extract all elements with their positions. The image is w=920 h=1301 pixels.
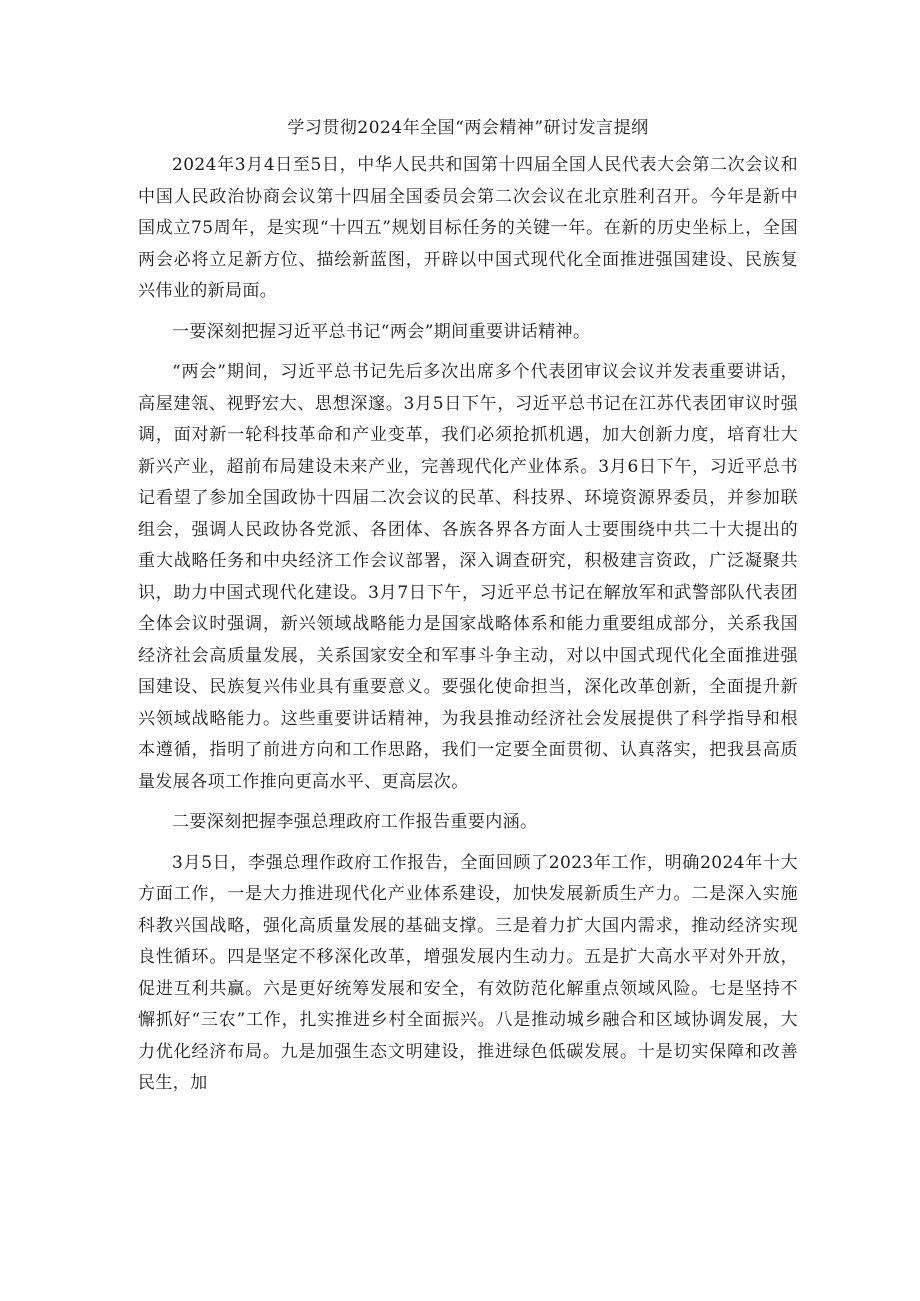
section-1-paragraph: “两会”期间，习近平总书记先后多次出席多个代表团审议会议并发表重要讲话，高屋建瓴、视野宏大、思想深邃。3月5日下午，习近平总书记在江苏代表团审议时强调，面对新一轮科技革命和产业变革，我们必须抢抓机遇，加大创新力度，培育壮大新兴产业，超前布局建设未来产业，完善现代化产业体系。3月6日下午，习近平总书记看望了参加全国政协十四届二次会议的民革、科技界、环境资源界委员，并参加联组会，强调人民政协各党派、各团体、各族各界各方面人士要围绕中共二十大提出的重大战略任务和中央经济工作会议部署，深入调查研究，积极建言资政，广泛凝聚共识，助力中国式现代化建设。3月7日下午，习近平总书记在解放军和武警部队代表团全体会议时强调，新兴领域战略能力是国家战略体系和能力重要组成部分，关系我国经济社会高质量发展，关系国家安全和军事斗争主动，对以中国式现代化全面推进强国建设、民族复兴伟业具有重要意义。要强化使命担当，深化改革创新，全面提升新兴领域战略能力。这些重要讲话精神，为我县推动经济社会发展提供了科学指导和根本遵循，指明了前进方向和工作思路，我们一定要全面贯彻、认真落实，把我县高质量发展各项工作推向更高水平、更高层次。 [138,362,798,792]
section-heading-2: 二要深刻把握李强总理政府工作报告重要内涵。 [172,812,538,832]
document-title: 学习贯彻2024年全国“两会精神”研讨发言提纲 [287,118,649,138]
intro-paragraph: 2024年3月4日至5日，中华人民共和国第十四届全国人民代表大会第二次会议和中国人民政治协商会议第十四届全国委员会第二次会议在北京胜利召开。今年是新中国成立75周年，是实现“十四五”规划目标任务的关键一年。在新的历史坐标上，全国两会必将立足新方位、描绘新蓝图，开辟以中国式现代化全面推进强国建设、民族复兴伟业的新局面。 [138,155,798,301]
section-heading-1: 一要深刻把握习近平总书记“两会”期间重要讲话精神。 [172,321,591,342]
document-body [138,112,798,1100]
section-2-paragraph: 3月5日，李强总理作政府工作报告，全面回顾了2023年工作，明确2024年十大方面工作，一是大力推进现代化产业体系建设，加快发展新质生产力。二是深入实施科教兴国战略，强化高质量发展的基础支撑。三是着力扩大国内需求，推动经济实现良性循环。四是坚定不移深化改革，增强发展内生动力。五是扩大高水平对外开放，促进互利共赢。六是更好统筹发展和安全，有效防范化解重点领域风险。七是坚持不懈抓好“三农”工作，扎实推进乡村全面振兴。八是推动城乡融合和区域协调发展，大力优化经济布局。九是加强生态文明建设，推进绿色低碳发展。十是切实保障和改善民生，加 [138,852,798,1093]
